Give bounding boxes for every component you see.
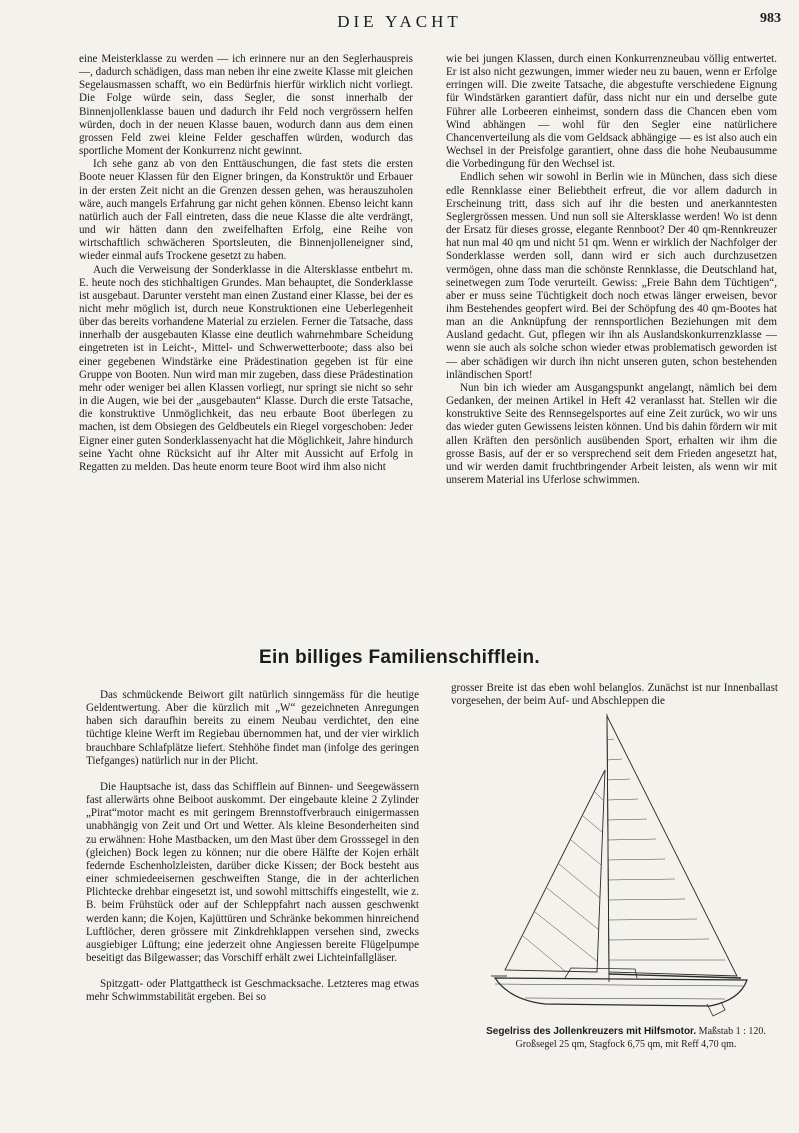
paragraph: Spitzgatt- oder Plattgattheck ist Geschmacksache. Letzteres mag etwas mehr Schwimmstabilität ergeben. Bei so bbox=[86, 978, 419, 1004]
article-title: Ein billiges Familienschifflein. bbox=[259, 647, 540, 668]
top-left-column bbox=[79, 53, 413, 474]
sail-plan-illustration bbox=[485, 710, 775, 1020]
article-right-column bbox=[451, 682, 778, 708]
article-left-column bbox=[86, 689, 419, 1004]
top-right-column bbox=[446, 53, 777, 487]
paragraph: Die Hauptsache ist, dass das Schifflein auf Binnen- und Seegewässern fast allerwärts ohne Beiboot auskommt. Der eingebaute kleine 2 Zylinder „Pirat“motor macht es mit geringem Brennstoffverbrauch einigermassen unabhängig von Zeit und Ort und Wetter. Als kleine Besonderheiten sind zu erwähnen: Hohe Mastbacken, um den Mast über dem Grosssegel in den (gleichen) Bock legen zu können; nur die obere Hälfte der Kojen erhält federnde Eschenholzleisten, darüber dicke Kissen; der Bock besteht aus einer schmiedeeisernen geschweiften Stange, die in der achterlichen Plichtecke drehbar eingesetzt ist, und sowohl mittschiffs eingestellt, wie z. B. beim Frühstück oder auf der Schleppfahrt nach aussen geschwenkt werden kann; die Kojen, Kajüttüren und Schränke bekommen hinreichend Luftlöcher, deren grössere mit Zinkdrehklappen versehen sind, zwecks ausgiebiger Lüftung; eine jederzeit ohne Angiessen bereite Flügelpumpe beseitigt das Bilgewasser; das Vorschiff erhält zwei Lichteinfallgläser. bbox=[86, 780, 419, 964]
figure-caption bbox=[470, 1025, 782, 1051]
paragraph: wie bei jungen Klassen, durch einen Konkurrenzneubau völlig entwertet. Er ist also nicht gezwungen, immer wieder neu zu bauen, wenn er Erfolge erringen will. Die zweite Tatsache, die abgestufte verschiedene Eignung für Windstärken garantiert dafür, dass nicht nur ein und derselbe gute Führer alle Lorbeeren einheimst, sondern dass die Chancen eben vom Wind abhängen — wohl für den Segler eine natürlichere Chancenverteilung als die vom Geldsack abhängige — es ist also auch ein Wechsel in der Preisfolge garantiert, ohne dass die hohe Neubausumme die Vorbedingung für den Wechsel ist. bbox=[446, 53, 777, 171]
paragraph: Endlich sehen wir sowohl in Berlin wie in München, dass sich diese edle Rennklasse einer Beliebtheit erfreut, die vor allem dadurch in Erscheinung tritt, dass sich auf ihr die besten und anerkanntesten Seglergrössen messen. Und nun soll sie Altersklasse werden! Wo ist denn der Ersatz für dieses grosse, elegante Rennboot? Der 40 qm-Rennkreuzer hat nun mal 40 qm und nicht 51 qm. Wenn er wirklich der Nachfolger der Sonderklasse werden soll, dann wird er sich auch durchzusetzen vermögen, ohne dass man die schönste Rennklasse, die Deutschland hat, seinetwegen zum Tode verurteilt. Gewiss: „Freie Bahn dem Tüchtigen“, aber er muss seine Tüchtigkeit doch noch etwas länger erweisen, bevor ihm Bestehendes geopfert wird. Bei der Schöpfung des 40 qm-Bootes hat man an die Anknüpfung der rennsportlichen Beziehungen mit dem Ausland gedacht. Gut, pflegen wir ihn als Auslandskonkurrenzklasse — wenn sie auch als solche schon wieder etwas problematisch geworden ist — aber schädigen wir durch ihn nicht unseren guten, schon bestehenden inländischen Sport! bbox=[446, 171, 777, 381]
paragraph: Auch die Verweisung der Sonderklasse in die Altersklasse entbehrt m. E. heute noch des stichhaltigen Grundes. Man behauptet, die Sonderklasse ist ausgebaut. Darunter versteht man einen Zustand einer Klasse, bei der es nicht mehr möglich ist, durch neue Konstruktionen eine Ueberlegenheit über das bereits vorhandene Material zu erzielen. Ferner die Tatsache, dass innerhalb der ausgebauten Klasse eine deutlich wahrnehmbare Scheidung eingetreten ist in Leicht-, Mittel- und Schwerwetterboote; dass also bei einer gegebenen Windstärke eine Prädestination gegeben ist für eine Gruppe von Booten. Nun wird man mir zugeben, dass diese Prädestination mehr oder weniger bei allen Klassen vorliegt, nur springt sie nicht so sehr in die Augen, wie bei der „ausgebauten“ Klasse. Durch die erste Tatsache, die konstruktive Unmöglichkeit, das neu erbaute Boot überlegen zu machen, ist dem Obsiegen des Geldbeutels ein Riegel vorgeschoben: Jeder Eigner einer guten Sonderklassenyacht hat die Möglichkeit, Jahre hindurch seine Yacht ohne Rücksicht auf ihr Alter mit Aussicht auf Erfolg in Regatten zu melden. Das heute enorm teure Boot wird ihm also nicht bbox=[79, 263, 413, 473]
paragraph: eine Meisterklasse zu werden — ich erinnere nur an den Seglerhauspreis —, dadurch schädigen, dass man neben ihr eine zweite Klasse mit gleichen Segelausmassen schafft, wo ein Bedürfnis hierfür wirklich nicht vorliegt. Die Folge würde sein, dass Segler, die sonst innerhalb der Binnenjollenklasse bauen und dadurch ihr Feld noch vergrössern helfen würden, doch in der neuen Klasse bauen, wodurch dann aus dem einen grossen Feld zwei kleine Felder geschaffen würden, wodurch das sportliche Moment der Konkurrenz nicht gewinnt. bbox=[79, 53, 413, 158]
paragraph: Nun bin ich wieder am Ausgangspunkt angelangt, nämlich bei dem Gedanken, der meinen Artikel in Heft 42 veranlasst hat. Stellen wir die konstruktive Seite des Rennsegelsportes auf eine Zeit zurück, wo wir uns das wieder guten Gewissens leisten können. Und bis dahin fördern wir mit allen Kräften den persönlich ausübenden Sport, erhalten wir ihm die grosse Basis, auf der er so versprechend seit dem Frieden angesetzt hat, und wir werden damit fruchtbringender Arbeit leisten, als wenn wir mit unserem Material ins Uferlose schwimmen. bbox=[446, 381, 777, 486]
paragraph: Das schmückende Beiwort gilt natürlich sinngemäss für die heutige Geldentwertung. Aber die kürzlich mit „W“ gezeichneten Anregungen haben sich daraufhin bereits zu einem Neubau verdichtet, den eine tüchtige kleine Werft im Regiebau übernommen hat, und der vier wirklich brauchbare Schlafplätze liefert. Stehhöhe findet man (infolge des geringen Tiefganges) natürlich nur in der Plicht. bbox=[86, 689, 419, 767]
running-header: DIE YACHT bbox=[337, 12, 462, 31]
paragraph: Ich sehe ganz ab von den Enttäuschungen, die fast stets die ersten Boote neuer Klassen für den Eigner bringen, da Konstruktör und Erbauer in der ersten Zeit nicht an die Grenzen dessen gehen, was herauszuholen wäre, auch mangels Erfahrung gar nicht gehen können. Ebenso leicht kann natürlich auch der Fall eintreten, dass die neue Klasse die alte verdrängt, und wir hätten dann den zweifelhaften Erfolg, eine Reihe von wirtschaftlich schwächeren Sportsleuten, die Binnenjolleneigner sind, wieder einmal aufs Trockene gesetzt zu haben. bbox=[79, 158, 413, 263]
paragraph: grosser Breite ist das eben wohl belanglos. Zunächst ist nur Innenballast vorgesehen, der beim Auf- und Abschleppen die bbox=[451, 682, 778, 708]
caption-title: Segelriss des Jollenkreuzers mit Hilfsmotor. bbox=[486, 1026, 697, 1037]
page-number: 983 bbox=[760, 11, 781, 26]
caption-sail-areas: Großsegel 25 qm, Stagfock 6,75 qm, mit Reff 4,70 qm. bbox=[515, 1039, 737, 1050]
caption-scale: Maßstab 1 : 120. bbox=[698, 1026, 766, 1037]
